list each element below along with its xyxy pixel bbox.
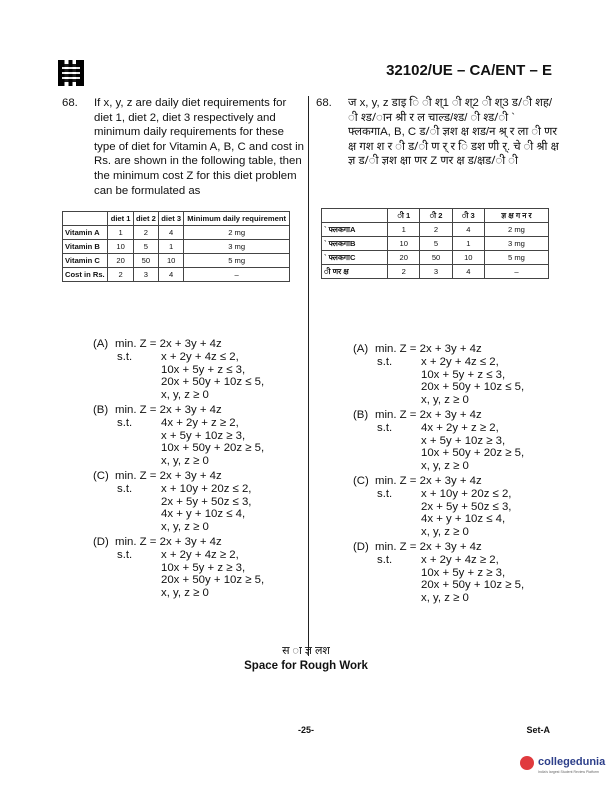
constraint-line: x + 2y + 4z ≤ 2, <box>161 350 239 363</box>
question-english <box>62 96 307 198</box>
table-cell: ` फ्लकगाB <box>322 237 388 251</box>
table-cell: 4 <box>159 226 184 240</box>
options-english <box>93 338 303 602</box>
table-row <box>63 226 290 240</box>
logo-text: collegedunia <box>538 756 606 768</box>
table-cell: – <box>484 265 548 279</box>
table-header-cell: diet 3 <box>159 212 184 226</box>
set-label: Set-A <box>526 725 550 735</box>
option-objective: min. Z = 2x + 3y + 4z <box>375 343 482 355</box>
rough-work-label: Space for Rough Work <box>244 660 368 672</box>
constraint-line: 4x + 2y + z ≥ 2, <box>421 421 499 434</box>
constraint-line: x, y, z ≥ 0 <box>421 460 469 473</box>
constraint-line: 20x + 50y + 10z ≥ 5, <box>421 579 525 592</box>
table-header-cell: ज्ञ क्ष ग न र <box>484 209 548 223</box>
table-cell: 3 <box>133 268 158 282</box>
constraint-line: x + 2y + 4z ≤ 2, <box>421 355 499 368</box>
option-st: s.t. <box>377 355 393 368</box>
constraint-line: 10x + 5y + z ≤ 3, <box>421 368 506 381</box>
table-row <box>63 268 290 282</box>
table-cell: 2 mg <box>484 223 548 237</box>
option-label: (C) <box>353 474 369 487</box>
constraint-line: x + 2y + 4z ≥ 2, <box>421 553 499 566</box>
table-cell: Vitamin A <box>63 226 108 240</box>
question-hindi <box>316 96 561 169</box>
constraint-line: 4x + y + 10z ≤ 4, <box>161 508 246 521</box>
table-cell: Cost in Rs. <box>63 268 108 282</box>
option-st: s.t. <box>117 350 133 363</box>
table-cell: Vitamin B <box>63 240 108 254</box>
option-objective: min. Z = 2x + 3y + 4z <box>115 403 222 416</box>
table-header-row <box>322 209 549 223</box>
constraint-line: 10x + 5y + z ≤ 3, <box>161 363 246 376</box>
option-st: s.t. <box>377 553 393 566</box>
table-cell: 1 <box>452 237 484 251</box>
table-row <box>63 254 290 268</box>
table-row <box>322 223 549 237</box>
table-cell: 1 <box>388 223 420 237</box>
table-row <box>322 237 549 251</box>
option-objective: min. Z = 2x + 3y + 4z <box>375 408 482 421</box>
constraint-line: x + 10y + 20z ≤ 2, <box>421 487 512 500</box>
constraint-line: x, y, z ≥ 0 <box>421 592 469 605</box>
column-divider <box>308 96 309 656</box>
table-cell: 50 <box>420 251 452 265</box>
answer-option <box>353 409 563 473</box>
table-header-row <box>63 212 290 226</box>
logo-icon <box>520 756 534 770</box>
table-header-cell: Minimum daily requirement <box>184 212 290 226</box>
table-row <box>63 240 290 254</box>
constraint-line: x, y, z ≥ 0 <box>161 521 209 534</box>
option-label: (B) <box>353 408 369 421</box>
table-header-cell: ी 2 <box>420 209 452 223</box>
constraint-line: x + 5y + 10z ≥ 3, <box>161 429 246 442</box>
table-header-cell: diet 1 <box>108 212 133 226</box>
table-cell: ` फ्लकगाC <box>322 251 388 265</box>
table-cell: 3 mg <box>184 240 290 254</box>
table-cell: 5 <box>420 237 452 251</box>
option-st: s.t. <box>117 416 133 429</box>
answer-option <box>353 475 563 539</box>
table-header-cell <box>63 212 108 226</box>
table-cell: 1 <box>159 240 184 254</box>
option-st: s.t. <box>377 421 393 434</box>
table-cell: 5 mg <box>184 254 290 268</box>
option-st: s.t. <box>117 548 133 561</box>
collegedunia-logo <box>520 752 612 786</box>
diet-table <box>62 211 290 282</box>
constraint-line: 10x + 5y + z ≥ 3, <box>161 561 246 574</box>
table-header-cell: diet 2 <box>133 212 158 226</box>
table-row <box>322 265 549 279</box>
option-label: (A) <box>93 338 109 350</box>
table-cell: – <box>184 268 290 282</box>
table-header-cell: ी 3 <box>452 209 484 223</box>
question-number-hindi: 68. <box>316 97 332 109</box>
constraint-line: 4x + 2y + z ≥ 2, <box>161 416 239 429</box>
table-cell: ी णर क्ष <box>322 265 388 279</box>
page-number: -25- <box>297 725 314 735</box>
option-label: (A) <box>353 343 369 355</box>
table-cell: Vitamin C <box>63 254 108 268</box>
answer-option <box>93 536 303 600</box>
table-header-cell: ी 1 <box>388 209 420 223</box>
table-cell: 2 mg <box>184 226 290 240</box>
answer-option <box>93 470 303 534</box>
option-objective: min. Z = 2x + 3y + 4z <box>375 540 482 553</box>
constraint-line: 4x + y + 10z ≤ 4, <box>421 513 506 526</box>
constraint-line: 2x + 5y + 50z ≤ 3, <box>421 500 512 513</box>
constraint-line: 10x + 50y + 20z ≥ 5, <box>161 442 265 455</box>
option-label: (D) <box>353 540 369 553</box>
table-cell: 2 <box>388 265 420 279</box>
paper-code: 32102/UE – CA/ENT – E <box>386 62 552 79</box>
table-cell: 3 mg <box>484 237 548 251</box>
table-cell: 3 <box>420 265 452 279</box>
constraint-line: 20x + 50y + 10z ≥ 5, <box>161 574 265 587</box>
table-cell: 20 <box>108 254 133 268</box>
option-objective: min. Z = 2x + 3y + 4z <box>375 474 482 487</box>
diet-table-hindi <box>321 208 549 279</box>
logo-subtext: India's largest Student Review Platform <box>538 770 599 774</box>
table-cell: 4 <box>452 223 484 237</box>
answer-option <box>93 338 303 402</box>
question-text: If x, y, z are daily diet requirements for diet 1, diet 2, diet 3 respectively and minimum daily requirements for these type of diet for Vitamin A, B, C and cost in Rs. are shown in the following table, then the minimum cost Z for this diet problem can be formulated as <box>94 97 304 197</box>
constraint-line: x, y, z ≥ 0 <box>421 394 469 407</box>
table-cell: 5 <box>133 240 158 254</box>
option-objective: min. Z = 2x + 3y + 4z <box>115 338 222 350</box>
constraint-line: x + 2y + 4z ≥ 2, <box>161 548 239 561</box>
table-cell: 2 <box>108 268 133 282</box>
option-objective: min. Z = 2x + 3y + 4z <box>115 469 222 482</box>
option-label: (C) <box>93 469 109 482</box>
constraint-line: 10x + 50y + 20z ≥ 5, <box>421 447 525 460</box>
option-st: s.t. <box>377 487 393 500</box>
question-number: 68. <box>62 97 78 109</box>
option-label: (B) <box>93 403 109 416</box>
option-label: (D) <box>93 535 109 548</box>
table-cell: 10 <box>108 240 133 254</box>
table-cell: 20 <box>388 251 420 265</box>
constraint-line: 2x + 5y + 50z ≤ 3, <box>161 495 252 508</box>
constraint-line: 20x + 50y + 10z ≤ 5, <box>421 381 525 394</box>
constraint-line: x, y, z ≥ 0 <box>161 587 209 600</box>
table-cell: 10 <box>159 254 184 268</box>
table-cell: ` फ्लकगाA <box>322 223 388 237</box>
table-cell: 4 <box>159 268 184 282</box>
answer-option <box>353 343 563 407</box>
option-st: s.t. <box>117 482 133 495</box>
answer-option <box>93 404 303 468</box>
constraint-line: x, y, z ≥ 0 <box>421 526 469 539</box>
table-cell: 10 <box>452 251 484 265</box>
option-objective: min. Z = 2x + 3y + 4z <box>115 535 222 548</box>
qr-code <box>58 60 84 86</box>
table-header-cell <box>322 209 388 223</box>
options-hindi <box>353 343 563 607</box>
table-cell: 2 <box>420 223 452 237</box>
table-row <box>322 251 549 265</box>
table-cell: 5 mg <box>484 251 548 265</box>
constraint-line: x + 10y + 20z ≤ 2, <box>161 482 252 495</box>
table-cell: 4 <box>452 265 484 279</box>
constraint-line: 10x + 5y + z ≥ 3, <box>421 566 506 579</box>
constraint-line: x, y, z ≥ 0 <box>161 455 209 468</box>
constraint-line: 20x + 50y + 10z ≤ 5, <box>161 376 265 389</box>
table-cell: 10 <box>388 237 420 251</box>
table-cell: 50 <box>133 254 158 268</box>
answer-option <box>353 541 563 605</box>
constraint-line: x + 5y + 10z ≥ 3, <box>421 434 506 447</box>
constraint-line: x, y, z ≥ 0 <box>161 389 209 402</box>
question-text-hindi: ज x, y, z डाइ ि ी श्1 ी श्2 ी श्3 ड/ी शह/ ी श्ड/ान श्री र ल चाल्ड/श्ड/ ी श्ड/ी ` फ्लकगाA, B, C ड/ी ज्ञश क्ष शड/न श्र् र ला ी णर क्ष गश श र ी ड/ी ण र् र ि डश णी र्. चे ी श्री क्ष ज्ञ ड/ी ज्ञश क्षा णर Z णर क्ष ड/क्षड/ी ी <box>348 97 559 168</box>
table-cell: 2 <box>133 226 158 240</box>
rough-work-hindi: स ा ज्ञ लश <box>282 645 330 657</box>
table-cell: 1 <box>108 226 133 240</box>
